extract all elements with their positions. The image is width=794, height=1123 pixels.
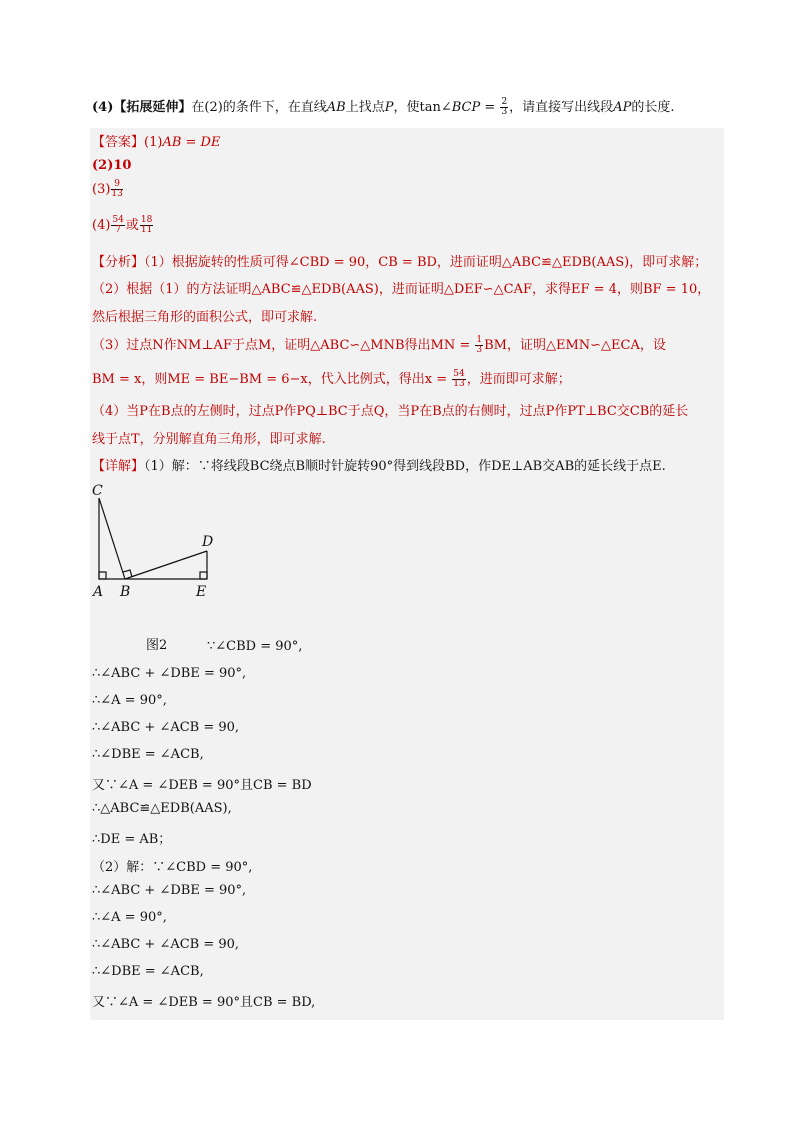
answer-line-3: [92, 180, 124, 199]
detail-step-4: ∴∠ABC + ∠ACB = 90,: [92, 720, 240, 735]
geometry-figure: [90, 478, 230, 603]
label-b: B: [120, 584, 131, 600]
figure-caption: 图2: [146, 638, 168, 653]
detail-part2-head: （2）解：∵∠CBD = 90°,: [92, 860, 253, 875]
detail-tag: 【详解】: [92, 459, 145, 474]
answer-3-label: (3): [92, 182, 111, 197]
analysis-line-7: 线于点T，分别解直角三角形，即可求解.: [92, 432, 326, 447]
question-4: [92, 98, 732, 118]
frac-denominator: 3: [476, 345, 483, 355]
detail-part2-step-3: ∴∠A = 90°,: [92, 910, 167, 925]
detail-step-5: ∴∠DBE = ∠ACB,: [92, 747, 204, 762]
frac-denominator: 3: [501, 107, 508, 117]
right-angle-a: [99, 572, 106, 579]
label-c: C: [92, 483, 103, 499]
question-number: (4): [92, 100, 114, 115]
segment-ap: AP: [613, 100, 632, 115]
analysis-fraction-54-13: [452, 370, 465, 389]
analysis-fraction-1-3: [475, 336, 483, 355]
question-text-2: 上找点: [345, 100, 385, 115]
answer-4-or: 或: [125, 218, 139, 233]
segment-ab: AB: [326, 100, 346, 115]
question-text-4: ，请直接写出线段: [509, 100, 614, 115]
detail-step-8: ∴DE = AB；: [92, 832, 172, 847]
detail-part2-step-5: ∴∠DBE = ∠ACB,: [92, 964, 204, 979]
question-text-5: 的长度.: [631, 100, 675, 115]
detail-part2-step-4: ∴∠ABC + ∠ACB = 90,: [92, 937, 240, 952]
answer-4-fraction-1: [111, 216, 124, 235]
detail-part2-step-2: ∴∠ABC + ∠DBE = 90°,: [92, 883, 247, 898]
frac-denominator: 13: [111, 189, 123, 199]
frac-numerator: 2: [501, 97, 508, 107]
analysis-line-3: 然后根据三角形的面积公式，即可求解.: [92, 310, 318, 325]
frac-numerator: 9: [111, 180, 122, 190]
answer-line-4: [92, 214, 154, 235]
equals-sign: =: [480, 100, 500, 115]
point-p: P: [384, 100, 394, 115]
frac-denominator: 13: [453, 379, 465, 389]
label-a: A: [93, 584, 104, 600]
detail-step-7: ∴△ABC≌△EDB(AAS),: [92, 801, 232, 816]
detail-part2-step-6: 又∵∠A = ∠DEB = 90°且CB = BD,: [92, 995, 316, 1010]
question-tag: 【拓展延伸】: [113, 100, 192, 115]
detail-step-2: ∴∠ABC + ∠DBE = 90°,: [92, 666, 247, 681]
analysis-text-5b: ，进而即可求解；: [466, 372, 571, 387]
answer-1-label: (1): [144, 135, 163, 150]
analysis-line-2: （2）根据（1）的方法证明△ABC≌△EDB(AAS)，进而证明△DEF∽△CAF，求得EF = 4，则BF = 10，: [92, 282, 711, 297]
detail-step-6: 又∵∠A = ∠DEB = 90°且CB = BD: [92, 778, 312, 793]
angle-bcp: BCP: [451, 100, 481, 115]
answer-4-label: (4): [92, 218, 111, 233]
answer-3-fraction: [111, 180, 122, 199]
segment-cb: [99, 498, 125, 579]
frac-numerator: 1: [476, 335, 483, 345]
answer-4-fraction-2: [140, 216, 153, 235]
analysis-text-5a: BM = x，则ME = BE−BM = 6−x，代入比例式，得出x =: [92, 372, 452, 387]
analysis-line-1: [92, 251, 707, 270]
detail-text-1: （1）解：∵将线段BC绕点B顺时针旋转90°得到线段BD，作DE⊥AB交AB的延长线于点E.: [144, 459, 666, 474]
frac-denominator: 11: [140, 225, 153, 235]
question-text-3: ，使tan∠: [393, 100, 452, 115]
detail-step-3: ∴∠A = 90°,: [92, 693, 167, 708]
analysis-text-4a: （3）过点N作NM⊥AF于点M，证明△ABC∽△MNB得出MN =: [92, 338, 475, 353]
detail-step-1: ∵∠CBD = 90°,: [207, 639, 303, 654]
analysis-text-1: （1）根据旋转的性质可得∠CBD = 90，CB = BD，进而证明△ABC≌△EDB(AAS)，即可求解；: [144, 255, 708, 270]
question-text: 在(2)的条件下，在直线: [191, 100, 327, 115]
detail-line-1: [92, 455, 666, 474]
frac-numerator: 54: [453, 369, 465, 379]
answer-line-2: (2)10: [92, 158, 132, 173]
frac-numerator: 18: [140, 215, 153, 225]
analysis-tag: 【分析】: [92, 255, 145, 270]
segment-bd: [125, 551, 207, 579]
label-e: E: [196, 584, 207, 600]
right-angle-e: [200, 572, 207, 579]
fraction-two-thirds: [500, 98, 508, 117]
frac-numerator: 54: [112, 215, 124, 225]
answer-line-1: [92, 131, 220, 150]
answer-1-expr: AB = DE: [162, 135, 221, 150]
analysis-line-5: [92, 368, 571, 389]
analysis-text-4b: BM，证明△EMN∽△ECA，设: [484, 338, 666, 353]
analysis-line-6: （4）当P在B点的左侧时，过点P作PQ⊥BC于点Q，当P在B点的右侧时，过点P作PT⊥BC交CB的延长: [92, 404, 689, 419]
frac-denominator: 7: [115, 225, 122, 235]
label-d: D: [202, 534, 214, 550]
analysis-line-4: [92, 334, 666, 355]
answer-tag: 【答案】: [92, 135, 145, 150]
